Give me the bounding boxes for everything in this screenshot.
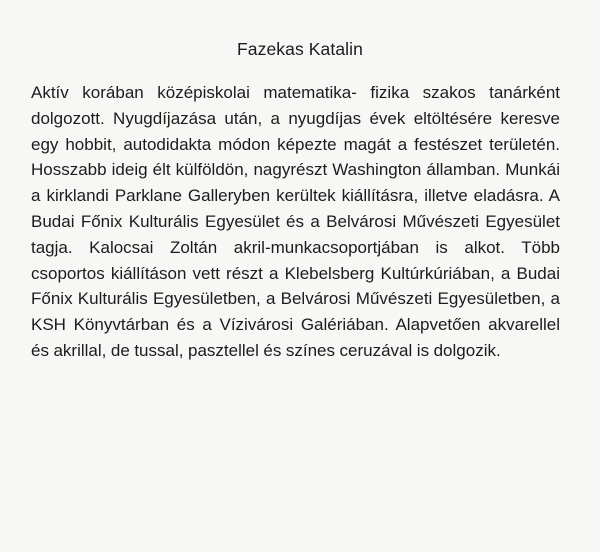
- biography-paragraph: Aktív korában középiskolai matematika- fizika szakos tanárként dolgozott. Nyugdíjazása után, a nyugdíjas évek eltöltésére keresve egy hobbit, autodidakta módon képezte magát a festészet területén. Hosszabb ideig élt külföldön, nagyrészt Washington államban. Munkái a kirklandi Parklane Galleryben kerültek kiállításra, illetve eladásra. A Budai Főnix Kulturális Egyesület és a Belvárosi Művészeti Egyesület tagja. Kalocsai Zoltán akril-munkacsoportjában is alkot. Több csoportos kiállításon vett részt a Klebelsberg Kultúrkúriában, a Budai Főnix Kulturális Egyesületben, a Belvárosi Művészeti Egyesületben, a KSH Könyvtárban és a Vízivárosi Galériában. Alapvetően akvarellel és akrillal, de tussal, pasztellel és színes ceruzával is dolgozik.: [31, 83, 560, 360]
- document-title: Fazekas Katalin: [236, 39, 363, 59]
